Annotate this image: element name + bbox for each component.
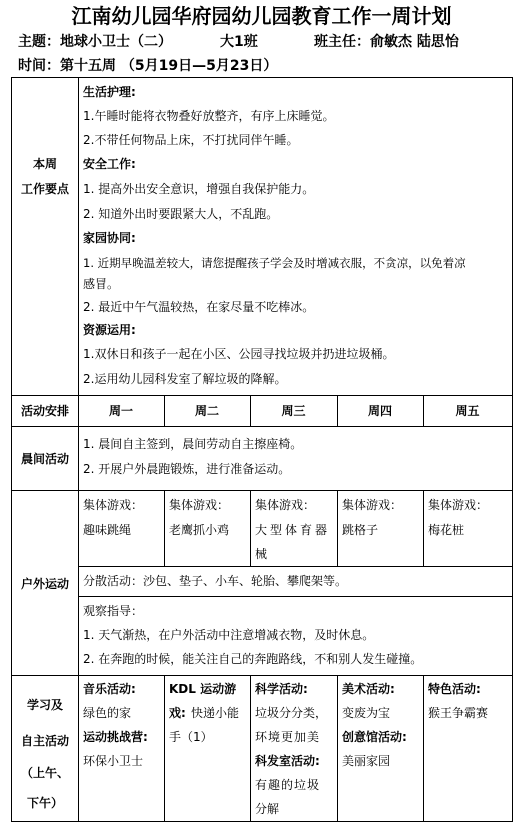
- safety-item-1: 1. 提高外出安全意识，增强自我保护能力。: [83, 182, 315, 196]
- mon-sport-body: 环保小卫士: [83, 754, 144, 768]
- border-game-1: [164, 490, 165, 567]
- game-wed-body-2: 械: [255, 547, 268, 561]
- thu-art-title: 美术活动:: [342, 682, 395, 696]
- game-fri-head: 集体游戏：: [428, 498, 489, 512]
- thu-creative-title: 创意馆活动:: [342, 730, 407, 744]
- border-row-4: [78, 566, 513, 567]
- week-focus-label-2: 工作要点: [20, 182, 69, 196]
- tue-kdl-title: KDL 运动游: [169, 682, 237, 696]
- home-title: 家园协同:: [83, 231, 136, 245]
- day-fri: 周五: [455, 404, 480, 418]
- border-game-3: [337, 490, 338, 567]
- life-care-item-1: 1.午睡时能将衣物叠好放整齐，有序上床睡觉。: [83, 109, 335, 123]
- morning-item-1: 1. 晨间自主签到，晨间劳动自主擦座椅。: [83, 437, 303, 451]
- home-item-1a: 1. 近期早晚温差较大，请您提醒孩子学会及时增减衣服，不贪凉，以免着凉: [83, 256, 466, 270]
- class-name: 大1班: [220, 34, 258, 50]
- home-item-1b: 感冒。: [83, 277, 120, 291]
- wed-science-title: 科学活动:: [255, 682, 308, 696]
- game-mon-body: 趣味跳绳: [83, 523, 132, 537]
- split-activity: 分散活动：沙包、垫子、小车、轮胎、攀爬架等。: [83, 574, 348, 588]
- mon-music-title: 音乐活动:: [83, 682, 136, 696]
- border-study-4: [423, 675, 424, 822]
- thu-art-body: 变废为宝: [342, 706, 391, 720]
- border-row-5: [78, 596, 513, 597]
- border-study-2: [250, 675, 251, 822]
- safety-title: 安全工作:: [83, 157, 136, 171]
- border-row-1: [11, 395, 513, 396]
- game-fri-body: 梅花桩: [428, 523, 465, 537]
- day-wed: 周三: [281, 404, 306, 418]
- home-item-2: 2. 最近中午气温较热，在家尽量不吃棒冰。: [83, 300, 315, 314]
- game-wed-head: 集体游戏：: [255, 498, 316, 512]
- week-focus-label-1: 本周: [32, 157, 57, 171]
- theme-text: 主题：地球小卫士（二）: [18, 34, 172, 50]
- day-thu: 周四: [367, 404, 392, 418]
- fri-feature-body: 猴王争霸赛: [428, 706, 489, 720]
- observe-item-2: 2. 在奔跑的时候，能关注自己的奔跑路线，不和别人发生碰撞。: [83, 652, 423, 666]
- game-wed-body: 大型体育器: [255, 523, 331, 537]
- border-right: [512, 77, 513, 822]
- wed-lab-body-2: 分解: [255, 802, 280, 816]
- border-study-3: [337, 675, 338, 822]
- schedule-label: 活动安排: [20, 404, 69, 418]
- page-title: 江南幼儿园华府园幼儿园教育工作一周计划: [71, 4, 452, 28]
- study-label-2: 自主活动: [20, 734, 69, 748]
- border-game-4: [423, 490, 424, 567]
- resource-item-1: 1.双休日和孩子一起在小区、公园寻找垃圾并扔进垃圾桶。: [83, 347, 395, 361]
- study-label-1: 学习及: [26, 698, 63, 712]
- morning-label: 晨间活动: [20, 452, 69, 466]
- day-mon: 周一: [108, 404, 133, 418]
- resource-item-2: 2.运用幼儿园科发室了解垃圾的降解。: [83, 372, 287, 386]
- game-thu-body: 跳格子: [342, 523, 379, 537]
- border-bottom: [11, 821, 513, 822]
- morning-item-2: 2. 开展户外晨跑锻炼，进行准备运动。: [83, 462, 291, 476]
- safety-item-2: 2. 知道外出时要跟紧大人，不乱跑。: [83, 207, 279, 221]
- tue-kdl-body-2: 手（1）: [169, 730, 213, 744]
- observe-title: 观察指导：: [83, 604, 144, 618]
- thu-creative-body: 美丽家园: [342, 754, 391, 768]
- game-tue-head: 集体游戏：: [169, 498, 230, 512]
- border-game-2: [250, 490, 251, 567]
- mon-music-body: 绿色的家: [83, 706, 132, 720]
- tue-kdl-body: 快递小能: [191, 706, 240, 720]
- border-row-2: [11, 426, 513, 427]
- outdoor-label: 户外运动: [20, 577, 69, 591]
- fri-feature-title: 特色活动:: [428, 682, 481, 696]
- teachers-text: 班主任：俞敏杰 陆思怡: [314, 34, 459, 50]
- observe-item-1: 1. 天气渐热，在户外活动中注意增减衣物，及时休息。: [83, 628, 375, 642]
- border-study-1: [164, 675, 165, 822]
- life-care-title: 生活护理:: [83, 85, 136, 99]
- study-label-4: 下午）: [26, 796, 63, 810]
- border-row-3: [11, 490, 513, 491]
- mon-sport-title: 运动挑战营:: [83, 730, 148, 744]
- day-tue: 周二: [194, 404, 219, 418]
- wed-lab-body-1: 有趣的垃圾: [255, 778, 321, 792]
- tue-kdl-title-2: 戏:: [169, 706, 186, 720]
- wed-lab-title: 科发室活动:: [255, 754, 320, 768]
- study-label-3: （上午、: [20, 766, 69, 780]
- border-top: [11, 77, 513, 78]
- time-text: 时间：第十五周 （5月19日—5月23日）: [18, 58, 278, 74]
- wed-science-body-2: 环境更加美: [255, 730, 321, 744]
- life-care-item-2: 2.不带任何物品上床，不打扰同伴午睡。: [83, 133, 299, 147]
- game-thu-head: 集体游戏：: [342, 498, 403, 512]
- game-tue-body: 老鹰抓小鸡: [169, 523, 230, 537]
- game-mon-head: 集体游戏：: [83, 498, 144, 512]
- resource-title: 资源运用:: [83, 323, 136, 337]
- border-row-6: [11, 675, 513, 676]
- wed-science-body-1: 垃圾分分类，: [255, 706, 328, 720]
